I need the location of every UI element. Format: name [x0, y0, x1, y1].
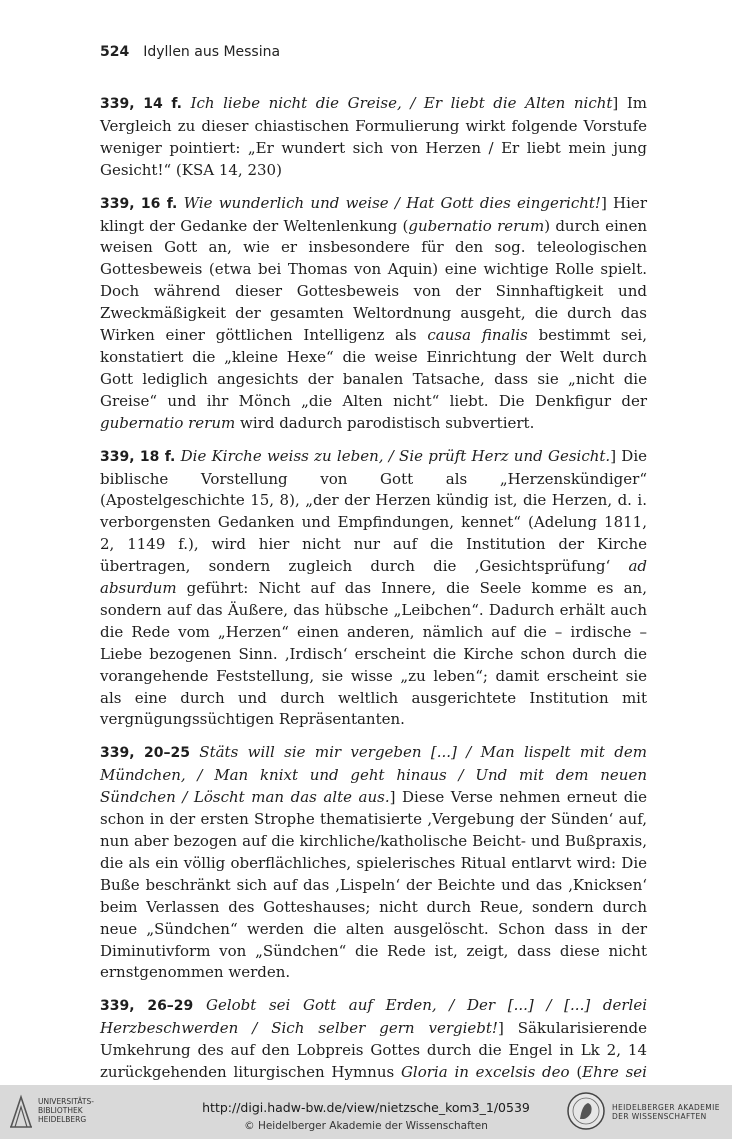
- latin-term: causa finalis: [427, 326, 528, 345]
- entry-body: Im Vergleich zu dieser chiastischen Formulierung wirkt folgende Vorstufe weniger pointiert: „Er wundert sich von Herzen / Er liebt mein jung Gesicht!“ (KSA 14, 230): [100, 94, 647, 179]
- commentary-entry: 339, 20–25 Stäts will sie mir vergeben [...] / Man lispelt mit dem Mündchen, / Man knixt und geht hinaus / Und mit dem neuen Sündchen / Löscht man das alte aus.] Diese Verse nehmen erneut die schon in der ersten Strophe thematisierte ‚Vergebung der Sünden‘ auf, nun aber bezogen auf die kirchliche/katholische Beicht- und Bußpraxis, die als ein völlig oberflächliches, spielerisches Ritual entlarvt wird: Die Buße beschränkt sich auf das ‚Lispeln‘ der Beichte und das ‚Knicksen‘ beim Verlassen des Gotteshauses; nicht durch Reue, sondern durch neue „Sündchen“ werden die alten ausgelöscht. Schon dass in der Diminutivform von „Sündchen“ die Rede ist, zeigt, dass diese nicht ernstgenommen werden.: [100, 743, 647, 982]
- line-reference: 339, 18 f.: [100, 448, 176, 465]
- source-url-link[interactable]: http://digi.hadw-bw.de/view/nietzsche_kom3_1/0539: [202, 1100, 530, 1115]
- latin-term: ad absurdum: [100, 557, 647, 598]
- line-reference: 339, 26–29: [100, 998, 194, 1015]
- lemma: Ich liebe nicht die Greise, / Er liebt die Alten nicht: [190, 94, 613, 112]
- line-reference: 339, 14 f.: [100, 96, 183, 112]
- lemma: Die Kirche weiss zu leben, / Sie prüft Herz und Gesicht.: [180, 446, 611, 465]
- academy-seal-icon: [566, 1091, 606, 1131]
- university-library-name: UNIVERSITÄTS- BIBLIOTHEK HEIDELBERG: [38, 1097, 94, 1124]
- running-header: [100, 44, 280, 60]
- latin-term: gubernatio rerum: [100, 413, 236, 432]
- commentary-text: [100, 93, 647, 1117]
- lemma: Gelobt sei Gott auf Erden, / Der [...] / [...] derlei Herzbeschwerden / Sich selber gern vergiebt!: [100, 996, 647, 1038]
- lemma: Wie wunderlich und weise / Hat Gott dies eingericht!: [183, 193, 601, 212]
- latin-term: Gloria in excelsis deo: [400, 1063, 570, 1082]
- commentary-entry: 339, 18 f. Die Kirche weiss zu leben, / Sie prüft Herz und Gesicht.] Die biblische Vorstellung von Gott als „Herzenskündiger“ (Apostelgeschichte 15, 8), „der der Herzen kündig ist, die Herzen, d. i. verborgensten Gedanken und Empfindungen, kennet“ (Adelung 1811, 2, 1149 f.), wird hier nicht nur auf die Institution der Kirche übertragen, sondern zugleich durch die ‚Gesichtsprüfung‘ ad absurdum geführt: Nicht auf das Innere, die Seele komme es an, sondern auf das Äußere, das hübsche „Leibchen“. Dadurch erhält auch die Rede vom „Herzen“ einen anderen, nämlich auf die – irdische – Liebe bezogenen Sinn. ‚Irdisch‘ erscheint die Kirche schon durch die vorangehende Feststellung, sie wisse „zu leben“; damit erscheint sie als eine durch und durch weltlich ausgerichtete Institution mit vergnügungssüchtigen Repräsentanten.: [100, 446, 647, 729]
- line-reference: 339, 16 f.: [100, 195, 178, 212]
- commentary-entry: 339, 16 f. Wie wunderlich und weise / Hat Gott dies eingericht!] Hier klingt der Gedanke der Weltenlenkung (gubernatio rerum) durch einen weisen Gott an, wie er insbesondere für den sog. teleologischen Gottesbeweis (etwa bei Thomas von Aquin) eine wichtige Rolle spielt. Doch während dieser Gottesbeweis von der Sinnhaftigkeit und Zweckmäßigkeit der gesamten Weltordnung ausgeht, die durch das Wirken einer göttlichen Intelligenz als causa finalis bestimmt sei, konstatiert die „kleine Hexe“ die weise Einrichtung der Welt durch Gott lediglich angesichts der banalen Tatsache, dass sie „nicht die Greise“ und ihr Mönch „die Alten nicht“ liebt. Die Denkfigur der gubernatio rerum wird dadurch parodistisch subvertiert.: [100, 193, 647, 432]
- academy-name: HEIDELBERGER AKADEMIE DER WISSENSCHAFTEN: [612, 1103, 720, 1121]
- commentary-entry: 339, 26–29 Gelobt sei Gott auf Erden, / Der [...] / [...] derlei Herzbeschwerden / Sich selber gern vergiebt!] Säkularisierende Umkehrung des auf den Lobpreis Gottes durch die Engel in Lk 2, 14 zurückgehenden liturgischen Hymnus Gloria in excelsis deo (Ehre sei: [100, 995, 647, 1106]
- page-number: 524: [100, 44, 130, 60]
- running-title: Idyllen aus Messina: [143, 44, 281, 60]
- latin-term: gubernatio rerum: [408, 216, 545, 235]
- line-reference: 339, 20–25: [100, 745, 190, 762]
- lemma: Stäts will sie mir vergeben [...] / Man lispelt mit dem Mündchen, / Man knixt und geht hinaus / Und mit dem neuen Sündchen / Löscht man das alte aus.: [100, 743, 647, 807]
- copyright-notice: © Heidelberger Akademie der Wissenschaften: [244, 1120, 488, 1132]
- commentary-entry: 339, 14 f. Ich liebe nicht die Greise, / Er liebt die Alten nicht] Im Vergleich zu dieser chiastischen Formulierung wirkt folgende Vorstufe weniger pointiert: „Er wundert sich von Herzen / Er liebt mein jung Gesicht!“ (KSA 14, 230): [100, 94, 647, 179]
- translation: Ehre sei: [582, 1063, 647, 1082]
- footer-bar: [0, 1085, 732, 1139]
- entry-body: Diese Verse nehmen erneut die schon in der ersten Strophe thematisierte ‚Vergebung der Sünden‘ auf, nun aber bezogen auf die kirchliche/katholische Beicht- und Bußpraxis, die als ein völlig oberflächliches, spielerisches Ritual entlarvt wird: Die Buße beschränkt sich auf das ‚Lispeln‘ der Beichte und das ‚Knicksen‘ beim Verlassen des Gotteshauses; nicht durch Reue, sondern durch neue „Sündchen“ werden die alten ausgelöscht. Schon dass in der Diminutivform von „Sündchen“ die Rede ist, zeigt, dass diese nicht ernstgenommen werden.: [100, 788, 647, 982]
